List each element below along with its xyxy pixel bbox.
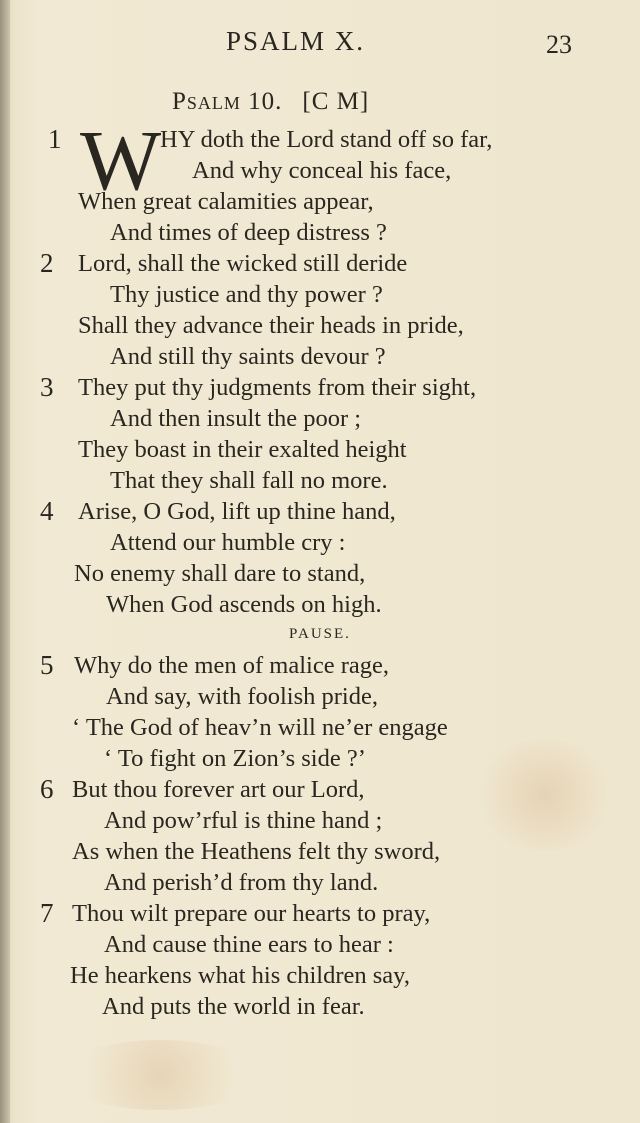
verse-number: 4 — [40, 496, 54, 526]
verse-line: And still thy saints devour ? — [110, 343, 386, 370]
verse-line: Why do the men of malice rage, — [74, 652, 389, 679]
verse-line: He hearkens what his children say, — [70, 962, 410, 989]
verse-number: 3 — [40, 372, 54, 402]
verse-line: Attend our humble cry : — [110, 529, 346, 556]
psalm-meter: [C M] — [302, 88, 370, 115]
verse-line: ‘ To fight on Zion’s side ?’ — [104, 745, 366, 772]
verse-line: But thou forever art our Lord, — [72, 776, 365, 803]
drop-cap: W — [80, 112, 162, 208]
verse-line: Thou wilt prepare our hearts to pray, — [72, 900, 431, 927]
paper-stain — [60, 1040, 260, 1110]
verse-line: And why conceal his face, — [192, 157, 452, 184]
verse-line: And pow’rful is thine hand ; — [104, 807, 383, 834]
running-head — [0, 26, 640, 66]
verse-line: When great calamities appear, — [78, 188, 374, 215]
verse-number: 2 — [40, 248, 54, 278]
verse-number: 1 — [48, 124, 62, 154]
verse-line: When God ascends on high. — [106, 591, 382, 618]
running-title: PSALM X. — [226, 26, 366, 56]
psalm-heading — [172, 88, 369, 116]
verse-line: And cause thine ears to hear : — [104, 931, 394, 958]
verse-line: And times of deep distress ? — [110, 219, 387, 246]
page-number: 23 — [546, 30, 572, 59]
verse-line: They put thy judgments from their sight, — [78, 374, 477, 401]
verse-line: Lord, shall the wicked still deride — [78, 250, 408, 277]
verse-number: 5 — [40, 650, 54, 680]
verse-line: And puts the world in fear. — [102, 993, 365, 1020]
verse-line: And perish’d from thy land. — [104, 869, 379, 896]
verse-line: And say, with foolish pride, — [106, 683, 378, 710]
verse-line: Arise, O God, lift up thine hand, — [78, 498, 396, 525]
verse-line: They boast in their exalted height — [78, 436, 407, 463]
psalm-title: Psalm 10. — [172, 88, 283, 115]
verse-number: 6 — [40, 774, 54, 804]
verse-line: HY doth the Lord stand off so far, — [160, 126, 493, 153]
paper-stain — [470, 740, 620, 850]
verse-line: Thy justice and thy power ? — [110, 281, 383, 308]
verse-line: And then insult the poor ; — [110, 405, 362, 432]
page-spine-shadow — [0, 0, 10, 1123]
verse-line: ‘ The God of heav’n will ne’er engage — [72, 714, 448, 741]
verse-number: 7 — [40, 898, 54, 928]
verse-line: That they shall fall no more. — [110, 467, 388, 494]
verse-line: Shall they advance their heads in pride, — [78, 312, 464, 339]
pause-marker: PAUSE. — [289, 626, 351, 642]
verse-line: As when the Heathens felt thy sword, — [72, 838, 441, 865]
verse-line: No enemy shall dare to stand, — [74, 560, 366, 587]
